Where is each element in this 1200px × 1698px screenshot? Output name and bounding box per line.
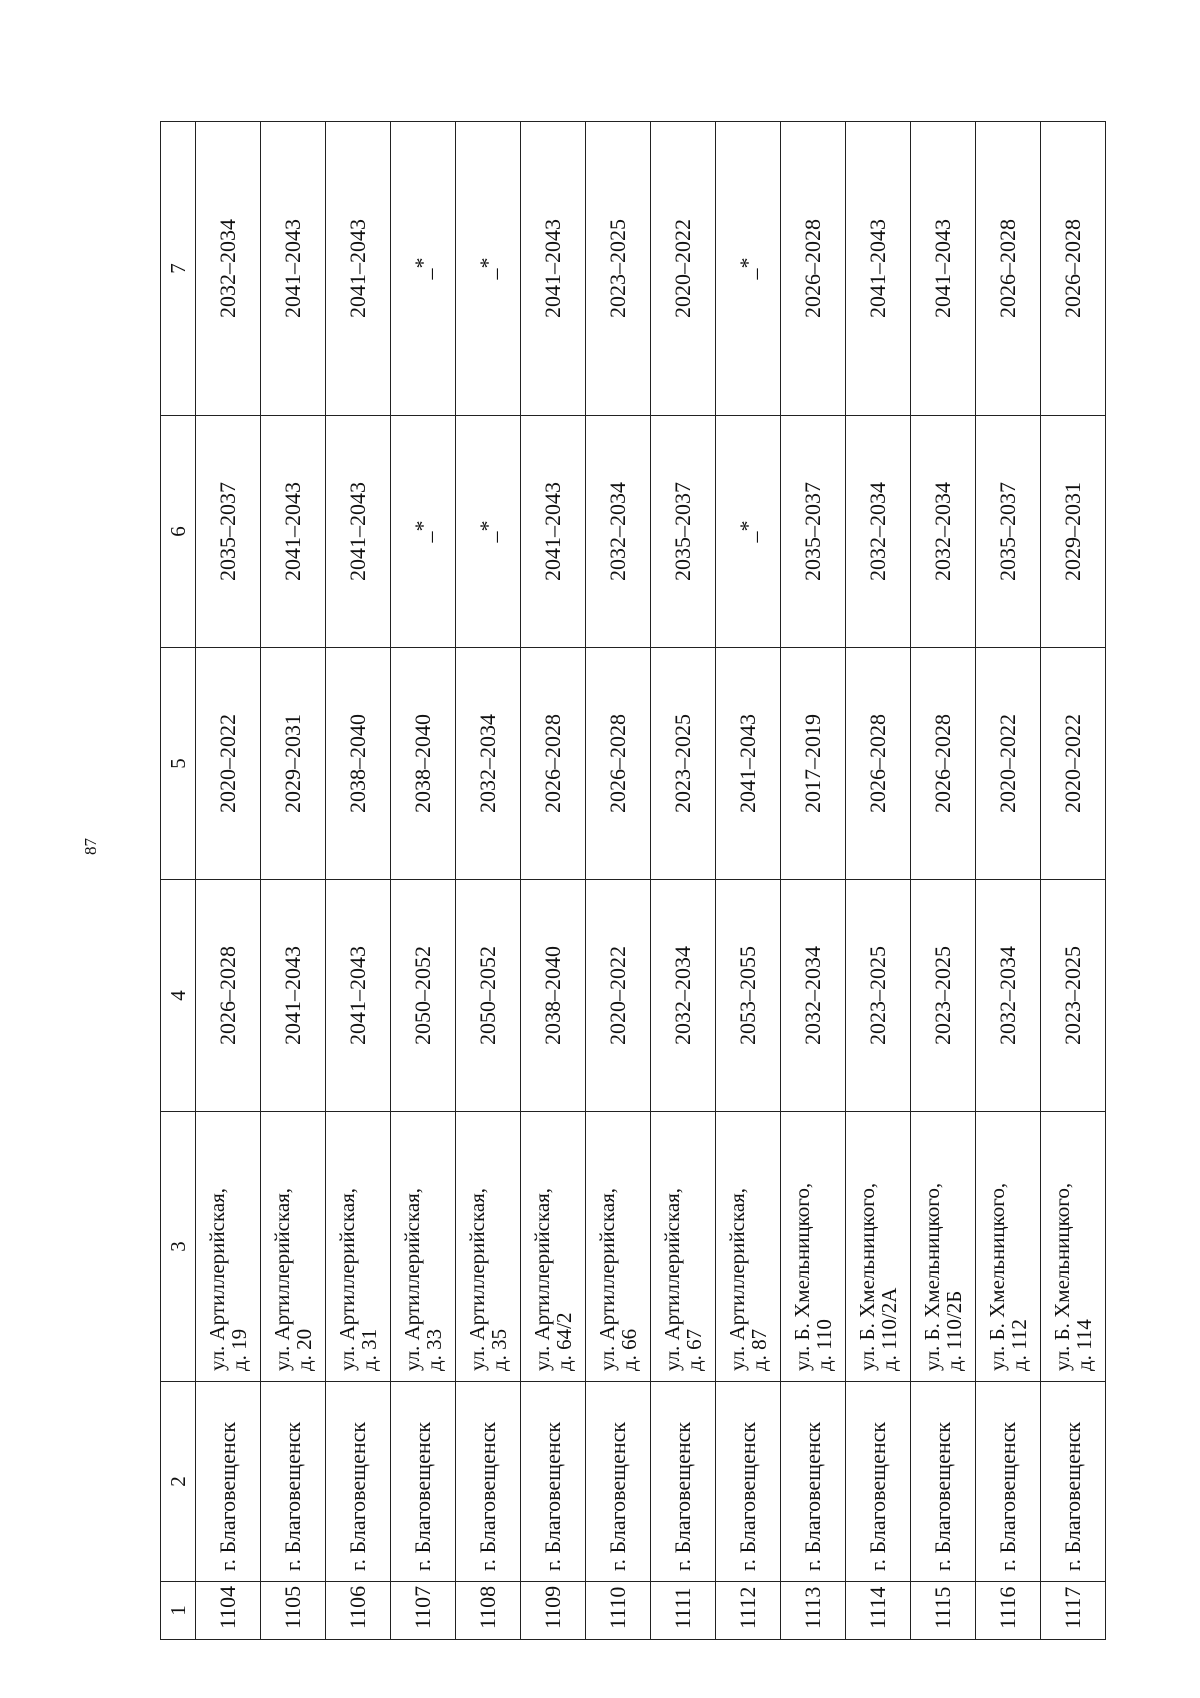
period-cell-col4: 2023–2025 — [911, 880, 976, 1112]
city-cell: г. Благовещенск — [781, 1382, 846, 1582]
address-street: ул. Б. Хмельницкого, — [984, 1182, 1009, 1371]
address-cell — [196, 1112, 261, 1382]
table-container — [160, 122, 1096, 1640]
period-cell-col5: 2032–2034 — [456, 648, 521, 880]
address-cell — [846, 1112, 911, 1382]
period-cell-col7: 2041–2043 — [911, 122, 976, 416]
address-house: д. 110/2А — [877, 1287, 901, 1371]
address-house: д. 66 — [617, 1328, 641, 1371]
period-cell-col5: 2038–2040 — [391, 648, 456, 880]
period-cell-col5: 2041–2043 — [716, 648, 781, 880]
city-cell: г. Благовещенск — [391, 1382, 456, 1582]
period-cell-col6: 2032–2034 — [911, 416, 976, 648]
table-row — [521, 122, 586, 1640]
period-cell-col7: _* — [456, 122, 521, 416]
city-cell: г. Благовещенск — [521, 1382, 586, 1582]
row-number-cell: 1104 — [196, 1582, 261, 1640]
period-cell-col4: 2023–2025 — [846, 880, 911, 1112]
period-cell-col4: 2023–2025 — [1041, 880, 1106, 1112]
period-cell-col7: 2026–2028 — [1041, 122, 1106, 416]
row-number-cell: 1116 — [976, 1582, 1041, 1640]
period-cell-col5: 2026–2028 — [521, 648, 586, 880]
column-header-2: 2 — [161, 1382, 196, 1582]
period-cell-col7: 2032–2034 — [196, 122, 261, 416]
address-house: д. 87 — [747, 1328, 771, 1371]
period-cell-col7: 2041–2043 — [326, 122, 391, 416]
row-number-cell: 1110 — [586, 1582, 651, 1640]
table-row — [196, 122, 261, 1640]
table-row — [1041, 122, 1106, 1640]
period-cell-col7: _* — [716, 122, 781, 416]
address-street: ул. Артиллерийская, — [529, 1187, 554, 1371]
period-cell-col5: 2020–2022 — [196, 648, 261, 880]
table-row — [911, 122, 976, 1640]
row-number-cell: 1115 — [911, 1582, 976, 1640]
address-street: ул. Б. Хмельницкого, — [1049, 1182, 1074, 1371]
column-header-6: 6 — [161, 416, 196, 648]
address-house: д. 114 — [1072, 1319, 1096, 1371]
row-number-cell: 1114 — [846, 1582, 911, 1640]
city-cell: г. Благовещенск — [261, 1382, 326, 1582]
address-street: ул. Артиллерийская, — [659, 1187, 684, 1371]
period-cell-col4: 2032–2034 — [651, 880, 716, 1112]
column-header-5: 5 — [161, 648, 196, 880]
address-house: д. 19 — [227, 1328, 251, 1371]
period-cell-col7: _* — [391, 122, 456, 416]
period-cell-col4: 2041–2043 — [261, 880, 326, 1112]
period-cell-col4: 2038–2040 — [521, 880, 586, 1112]
row-number-cell: 1106 — [326, 1582, 391, 1640]
period-cell-col5: 2029–2031 — [261, 648, 326, 880]
period-cell-col7: 2041–2043 — [261, 122, 326, 416]
period-cell-col6: 2032–2034 — [586, 416, 651, 648]
address-house: д. 67 — [682, 1328, 706, 1371]
period-cell-col5: 2017–2019 — [781, 648, 846, 880]
address-house: д. 33 — [422, 1328, 446, 1371]
period-cell-col6: 2035–2037 — [651, 416, 716, 648]
period-cell-col6: _* — [391, 416, 456, 648]
column-header-7: 7 — [161, 122, 196, 416]
address-street: ул. Б. Хмельницкого, — [854, 1182, 879, 1371]
period-cell-col5: 2020–2022 — [976, 648, 1041, 880]
city-cell: г. Благовещенск — [911, 1382, 976, 1582]
period-cell-col7: 2020–2022 — [651, 122, 716, 416]
address-cell — [586, 1112, 651, 1382]
period-cell-col6: 2029–2031 — [1041, 416, 1106, 648]
address-cell — [391, 1112, 456, 1382]
table-row — [651, 122, 716, 1640]
period-cell-col5: 2026–2028 — [911, 648, 976, 880]
address-cell — [976, 1112, 1041, 1382]
city-cell: г. Благовещенск — [846, 1382, 911, 1582]
address-house: д. 64/2 — [552, 1312, 576, 1371]
address-cell — [651, 1112, 716, 1382]
period-cell-col5: 2026–2028 — [586, 648, 651, 880]
city-cell: г. Благовещенск — [716, 1382, 781, 1582]
address-house: д. 110/2Б — [942, 1290, 966, 1371]
column-header-1: 1 — [161, 1582, 196, 1640]
period-cell-col6: 2041–2043 — [521, 416, 586, 648]
address-house: д. 35 — [487, 1328, 511, 1371]
table-row — [456, 122, 521, 1640]
city-cell: г. Благовещенск — [976, 1382, 1041, 1582]
table-row — [976, 122, 1041, 1640]
data-table — [160, 121, 1106, 1640]
period-cell-col6: 2032–2034 — [846, 416, 911, 648]
address-cell — [521, 1112, 586, 1382]
address-house: д. 20 — [292, 1328, 316, 1371]
page-number: 87 — [81, 838, 100, 855]
period-cell-col4: 2026–2028 — [196, 880, 261, 1112]
table-row — [261, 122, 326, 1640]
table-row — [716, 122, 781, 1640]
table-row — [846, 122, 911, 1640]
address-street: ул. Артиллерийская, — [334, 1187, 359, 1371]
row-number-cell: 1107 — [391, 1582, 456, 1640]
address-street: ул. Артиллерийская, — [204, 1187, 229, 1371]
address-street: ул. Артиллерийская, — [399, 1187, 424, 1371]
address-cell — [1041, 1112, 1106, 1382]
period-cell-col5: 2020–2022 — [1041, 648, 1106, 880]
period-cell-col4: 2050–2052 — [456, 880, 521, 1112]
column-header-3: 3 — [161, 1112, 196, 1382]
table-header-row — [161, 122, 196, 1640]
city-cell: г. Благовещенск — [196, 1382, 261, 1582]
address-house: д. 112 — [1007, 1319, 1031, 1371]
row-number-cell: 1108 — [456, 1582, 521, 1640]
period-cell-col6: _* — [456, 416, 521, 648]
address-cell — [781, 1112, 846, 1382]
period-cell-col4: 2020–2022 — [586, 880, 651, 1112]
address-cell — [456, 1112, 521, 1382]
address-cell — [716, 1112, 781, 1382]
period-cell-col5: 2023–2025 — [651, 648, 716, 880]
address-street: ул. Артиллерийская, — [464, 1187, 489, 1371]
period-cell-col6: 2035–2037 — [781, 416, 846, 648]
row-number-cell: 1105 — [261, 1582, 326, 1640]
table-row — [781, 122, 846, 1640]
address-cell — [326, 1112, 391, 1382]
period-cell-col4: 2032–2034 — [781, 880, 846, 1112]
table-body — [196, 122, 1106, 1640]
period-cell-col7: 2041–2043 — [846, 122, 911, 416]
city-cell: г. Благовещенск — [456, 1382, 521, 1582]
period-cell-col6: _* — [716, 416, 781, 648]
address-street: ул. Б. Хмельницкого, — [919, 1182, 944, 1371]
table-row — [326, 122, 391, 1640]
city-cell: г. Благовещенск — [326, 1382, 391, 1582]
table-row — [391, 122, 456, 1640]
period-cell-col5: 2038–2040 — [326, 648, 391, 880]
address-cell — [261, 1112, 326, 1382]
period-cell-col6: 2035–2037 — [196, 416, 261, 648]
city-cell: г. Благовещенск — [1041, 1382, 1106, 1582]
period-cell-col4: 2032–2034 — [976, 880, 1041, 1112]
address-street: ул. Артиллерийская, — [594, 1187, 619, 1371]
period-cell-col7: 2026–2028 — [976, 122, 1041, 416]
address-street: ул. Артиллерийская, — [269, 1187, 294, 1371]
period-cell-col4: 2050–2052 — [391, 880, 456, 1112]
address-street: ул. Артиллерийская, — [724, 1187, 749, 1371]
address-cell — [911, 1112, 976, 1382]
period-cell-col6: 2041–2043 — [326, 416, 391, 648]
row-number-cell: 1112 — [716, 1582, 781, 1640]
period-cell-col6: 2035–2037 — [976, 416, 1041, 648]
column-header-4: 4 — [161, 880, 196, 1112]
period-cell-col5: 2026–2028 — [846, 648, 911, 880]
row-number-cell: 1113 — [781, 1582, 846, 1640]
period-cell-col6: 2041–2043 — [261, 416, 326, 648]
city-cell: г. Благовещенск — [586, 1382, 651, 1582]
period-cell-col7: 2041–2043 — [521, 122, 586, 416]
period-cell-col7: 2023–2025 — [586, 122, 651, 416]
row-number-cell: 1109 — [521, 1582, 586, 1640]
address-house: д. 110 — [812, 1319, 836, 1371]
row-number-cell: 1111 — [651, 1582, 716, 1640]
address-street: ул. Б. Хмельницкого, — [789, 1182, 814, 1371]
table-row — [586, 122, 651, 1640]
city-cell: г. Благовещенск — [651, 1382, 716, 1582]
period-cell-col4: 2053–2055 — [716, 880, 781, 1112]
row-number-cell: 1117 — [1041, 1582, 1106, 1640]
address-house: д. 31 — [357, 1328, 381, 1371]
period-cell-col7: 2026–2028 — [781, 122, 846, 416]
period-cell-col4: 2041–2043 — [326, 880, 391, 1112]
